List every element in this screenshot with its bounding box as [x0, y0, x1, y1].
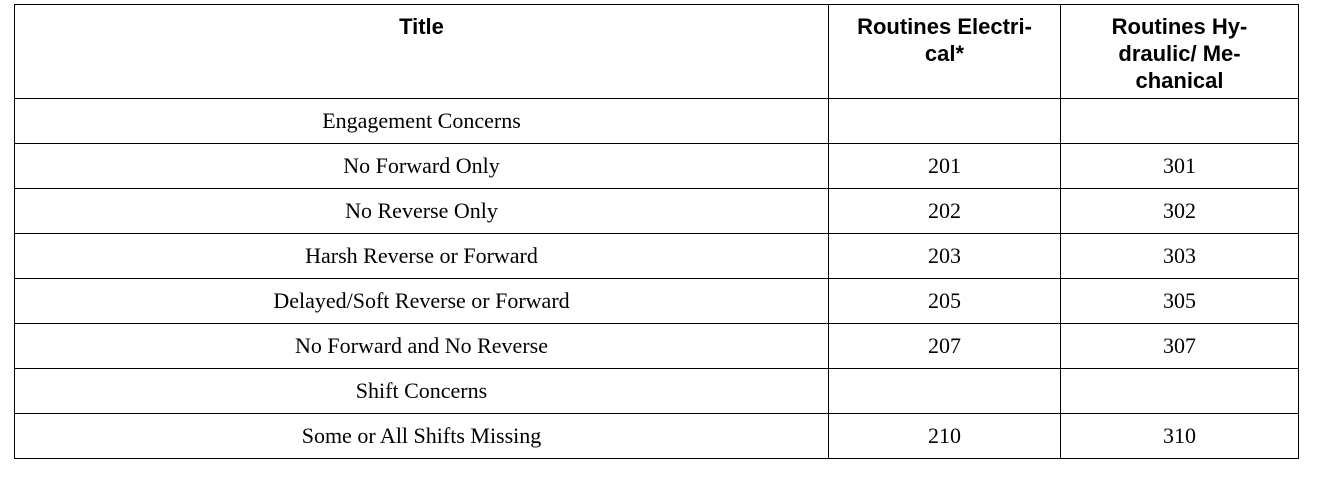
cell-electrical: 205 — [829, 279, 1061, 324]
header-hydraulic-line-2: draulic/ Me- — [1118, 41, 1241, 66]
cell-title: Delayed/Soft Reverse or Forward — [15, 279, 829, 324]
cell-electrical: 210 — [829, 414, 1061, 459]
header-hydraulic-line-3: chanical — [1135, 68, 1224, 93]
cell-hydraulic: 302 — [1061, 189, 1299, 234]
cell-title: Some or All Shifts Missing — [15, 414, 829, 459]
cell-hydraulic: 307 — [1061, 324, 1299, 369]
cell-title: No Reverse Only — [15, 189, 829, 234]
cell-title: Shift Concerns — [15, 369, 829, 414]
cell-electrical: 207 — [829, 324, 1061, 369]
cell-title: No Forward and No Reverse — [15, 324, 829, 369]
cell-title: No Forward Only — [15, 144, 829, 189]
cell-title: Engagement Concerns — [15, 99, 829, 144]
routines-table — [14, 4, 1299, 459]
header-routines-electrical — [829, 5, 1061, 99]
header-electrical-line-2: cal* — [924, 41, 965, 66]
table-row — [15, 369, 1299, 414]
cell-hydraulic: 301 — [1061, 144, 1299, 189]
cell-hydraulic — [1061, 99, 1299, 144]
cell-hydraulic — [1061, 369, 1299, 414]
header-title: Title — [15, 5, 829, 99]
cell-hydraulic: 305 — [1061, 279, 1299, 324]
table-row — [15, 279, 1299, 324]
header-electrical-line-1: Routines Electri- — [857, 14, 1032, 39]
cell-title: Harsh Reverse or Forward — [15, 234, 829, 279]
cell-electrical — [829, 99, 1061, 144]
cell-hydraulic: 303 — [1061, 234, 1299, 279]
table-row — [15, 234, 1299, 279]
header-row — [15, 5, 1299, 99]
table-row — [15, 324, 1299, 369]
cell-electrical: 202 — [829, 189, 1061, 234]
table-row — [15, 414, 1299, 459]
cell-hydraulic: 310 — [1061, 414, 1299, 459]
header-hydraulic-line-1: Routines Hy- — [1111, 14, 1248, 39]
cell-electrical: 203 — [829, 234, 1061, 279]
table-row — [15, 99, 1299, 144]
table-row — [15, 189, 1299, 234]
cell-electrical — [829, 369, 1061, 414]
table-row — [15, 144, 1299, 189]
header-routines-hydraulic-mechanical — [1061, 5, 1299, 99]
cell-electrical: 201 — [829, 144, 1061, 189]
